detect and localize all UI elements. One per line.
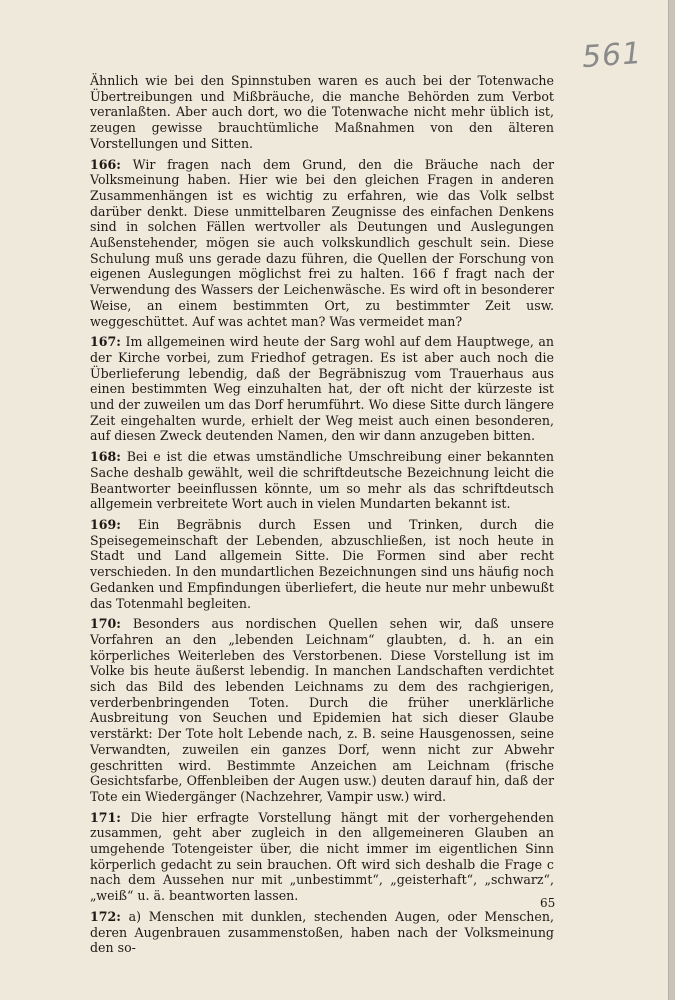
paragraph-170 [90,616,554,804]
page-number: 65 [540,896,556,910]
body-text [90,73,554,961]
paragraph-166 [90,157,554,330]
paragraph-number: 169: [90,516,121,532]
paragraph-167 [90,334,554,444]
paragraph-text: a) Menschen mit dunklen, stechenden Augen, oder Menschen, deren Augenbrauen zusammenstoßen, haben nach der Volksmeinung den so- [90,908,554,956]
paragraph-168 [90,449,554,512]
paragraph-text: Bei e ist die etwas umständliche Umschreibung einer bekannten Sache deshalb gewählt, weil die schriftdeutsche Bezeichnung leicht die Beantworter beeinflussen könnte, um so mehr als das schriftdeutsch allgemein verbreitete Wort auch in vielen Mundarten bekannt ist. [90,449,554,512]
paragraph-number: 167: [90,334,121,350]
paragraph-text: Besonders aus nordischen Quellen sehen wir, daß unsere Vorfahren an den „lebenden Leichnam“ glaubten, d. h. an ein körperliches Weiterleben des Verstorbenen. Diese Vorstellung ist im Volke bis heute äußerst lebendig. In manchen Landschaften verdichtet sich das Bild des lebenden Leichnams zu dem des rachgierigen, verderbenbringenden Toten. Durch die früher unerklärliche Ausbreitung von Seuchen und Epidemien hat sich dieser Glaube verstärkt: Der Tote holt Lebende nach, z. B. seine Hausgenossen, seine Verwandten, zuweilen ein ganzes Dorf, wenn nicht zur Abwehr geschritten wird. Bestimmte Anzeichen am Leichnam (frische Gesichtsfarbe, Offenbleiben der Augen usw.) deuten darauf hin, daß der Tote ein Wiedergänger (Nachzehrer, Vampir usw.) wird. [90,616,554,804]
paragraph-number: 170: [90,616,121,632]
page-edge [668,0,675,1000]
paragraph-text: Die hier erfragte Vorstellung hängt mit der vorhergehenden zusammen, geht aber zugleich in den allgemeineren Glauben an umgehende Totengeister über, die nicht immer im eigentlichen Sinn körperlich gedacht zu sein brauchen. Oft wird sich deshalb die Frage c nach dem Aussehen nur mit „unbestimmt“, „geisterhaft“, „schwarz“, „weiß“ u. ä. beantworten lassen. [90,809,554,904]
handwritten-annotation: 561 [580,35,644,76]
paragraph-169 [90,517,554,611]
paragraph-number: 168: [90,449,121,465]
paragraph-text: Wir fragen nach dem Grund, den die Bräuche nach der Volksmeinung haben. Hier wie bei den gleichen Fragen in anderen Zusammenhängen ist es wichtig zu erfahren, wie das Volk selbst darüber denkt. Diese unmittelbaren Zeugnisse des einfachen Denkens sind in solchen Fällen wertvoller als Deutungen und Auslegungen Außenstehender, mögen sie auch volkskundlich geschult sein. Diese Schulung muß uns gerade dazu führen, die Quellen der Forschung von eigenen Auslegungen möglichst frei zu halten. 166 f fragt nach der Verwendung des Wassers der Leichenwäsche. Es wird oft in besonderer Weise, an einem bestimmten Ort, zu bestimmter Zeit usw. weggeschüttet. Auf was achtet man? Was vermeidet man? [90,156,554,329]
intro-paragraph: Ähnlich wie bei den Spinnstuben waren es auch bei der Totenwache Übertreibungen und Mißbräuche, die manche Behörden zum Verbot veranlaßten. Aber auch dort, wo die Totenwache nicht mehr üblich ist, zeugen gewisse brauchtümliche Maßnahmen von den älteren Vorstellungen und Sitten. [90,73,554,151]
paragraph-number: 171: [90,809,121,825]
paragraph-172 [90,909,554,956]
paragraph-text: Ein Begräbnis durch Essen und Trinken, durch die Speisegemeinschaft der Lebenden, abzuschließen, ist noch heute in Stadt und Land allgemein Sitte. Die Formen sind aber recht verschieden. In den mundartlichen Bezeichnungen sind uns häufig noch Gedanken und Empfindungen überliefert, die heute nur mehr unbewußt das Totenmahl begleiten. [90,516,554,611]
paragraph-number: 172: [90,908,121,924]
paragraph-171 [90,810,554,904]
paragraph-number: 166: [90,156,121,172]
paragraph-text: Im allgemeinen wird heute der Sarg wohl auf dem Hauptwege, an der Kirche vorbei, zum Friedhof getragen. Es ist aber auch noch die Überlieferung lebendig, daß der Begräbniszug vom Trauerhaus aus einen bestimmten Weg einzuhalten hat, der oft nicht der kürzeste ist und der zuweilen um das Dorf herumführt. Wo diese Sitte durch längere Zeit eingehalten wurde, erhielt der Weg meist auch einen besonderen, auf diesen Zweck deutenden Namen, den wir dann anzugeben bitten. [90,334,554,444]
